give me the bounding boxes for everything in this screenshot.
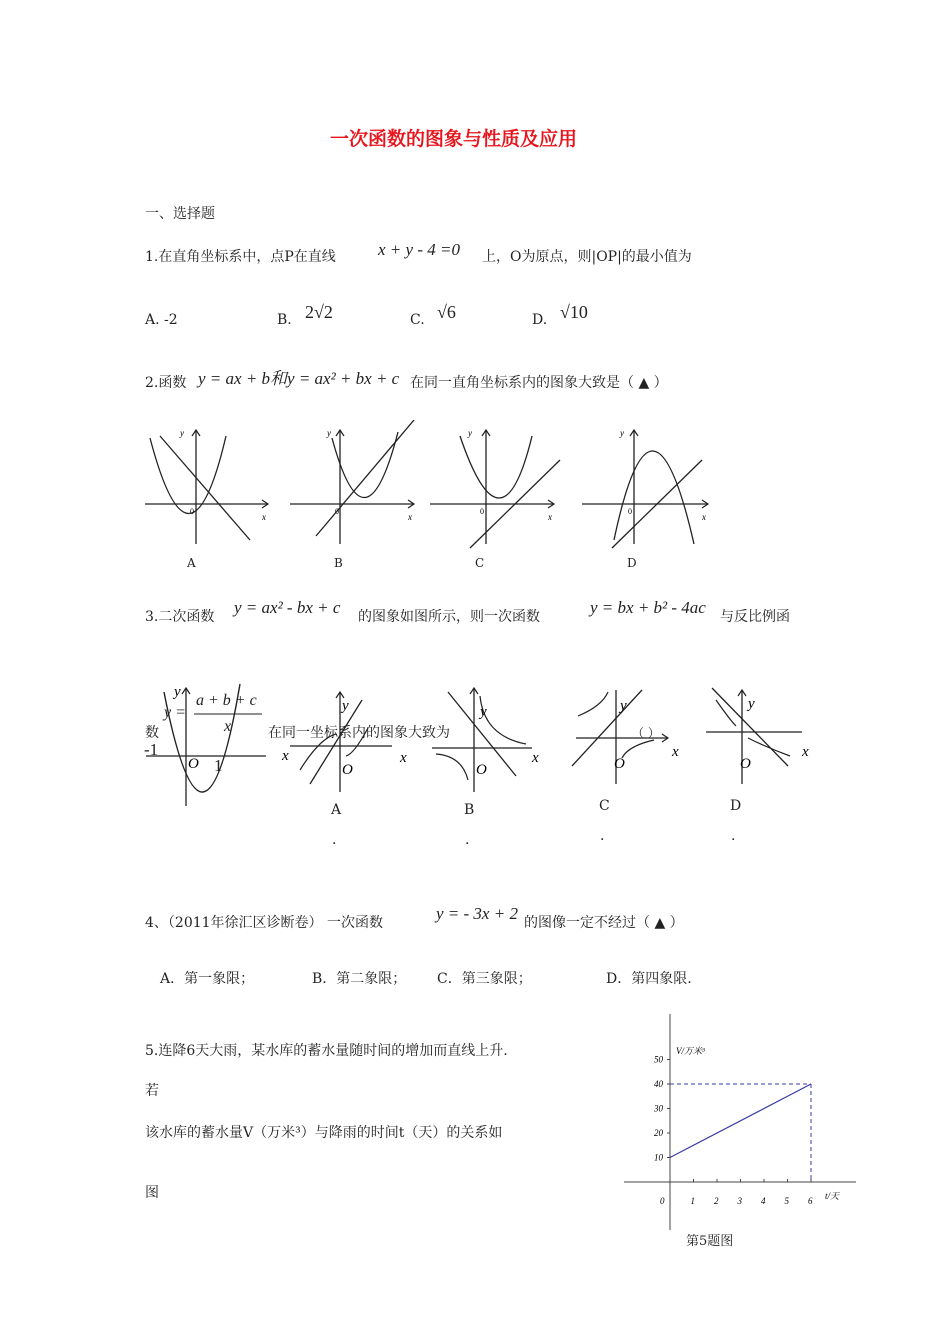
q2-graph-d bbox=[582, 428, 708, 548]
q3-graph-c bbox=[572, 690, 679, 784]
q1-stem-a: 1.在直角坐标系中，点P在直线 bbox=[145, 249, 336, 265]
q4-stem-b: 的图像一定不经过（ ▲ ） bbox=[524, 915, 684, 931]
q3-stem-b: 的图象如图所示，则一次函数 bbox=[358, 609, 540, 625]
section-heading: 一、选择题 bbox=[145, 206, 215, 222]
q1-option-d-value: √10 bbox=[560, 302, 588, 322]
q2-graph-a bbox=[145, 428, 268, 544]
q3-dot-b: . bbox=[465, 832, 470, 848]
data-line bbox=[670, 1084, 811, 1158]
x-tick-label: 4 bbox=[761, 1196, 766, 1206]
y-tick-label: 10 bbox=[654, 1152, 663, 1163]
q4-option-c: C．第三象限； bbox=[437, 971, 532, 987]
svg-text:0: 0 bbox=[480, 507, 484, 516]
x-tick-label: 1 bbox=[690, 1196, 695, 1206]
q4-option-d: D．第四象限. bbox=[606, 971, 692, 987]
q3-label-d: D bbox=[730, 798, 742, 814]
q4-stem-a: 4、（2011年徐汇区诊断卷） 一次函数 bbox=[145, 915, 383, 931]
q4-option-a: A．第一象限； bbox=[160, 971, 255, 987]
q5-line3: 该水库的蓄水量V（万米³）与降雨的时间t（天）的关系如 bbox=[145, 1125, 503, 1141]
q3-label-b: B bbox=[464, 802, 475, 818]
q4-equation: y = - 3x + 2 bbox=[436, 904, 518, 923]
svg-text:y: y bbox=[480, 704, 487, 720]
svg-text:O: O bbox=[188, 756, 199, 772]
q3-stem-a: 3.二次函数 bbox=[145, 609, 215, 625]
q2-label-a: A bbox=[187, 556, 196, 570]
q3-label-c: C bbox=[599, 798, 610, 814]
y-tick-label: 20 bbox=[654, 1128, 663, 1138]
q3-neg-one: -1 bbox=[144, 740, 159, 759]
svg-text:y: y bbox=[327, 428, 331, 438]
x-tick-label: 5 bbox=[784, 1196, 789, 1206]
q3-graph-a bbox=[281, 692, 407, 792]
q2-stem-a: 2.函数 bbox=[145, 375, 187, 391]
q1-option-b-value: 2√2 bbox=[305, 302, 333, 322]
y-tick-label: 40 bbox=[654, 1079, 663, 1089]
q1-option-c: C. bbox=[410, 312, 425, 328]
svg-text:x: x bbox=[282, 748, 289, 764]
x-tick-label: 3 bbox=[737, 1196, 742, 1206]
q5-line4: 图 bbox=[145, 1185, 159, 1201]
q5-caption: 第5题图 bbox=[686, 1234, 734, 1249]
q3-y-equals: y = bbox=[164, 704, 186, 721]
x-axis-label: t/天 bbox=[825, 1191, 840, 1201]
q2-stem-b: 在同一直角坐标系内的图象大致是（ ▲ ） bbox=[410, 375, 668, 391]
svg-text:y: y bbox=[342, 698, 349, 714]
svg-text:O: O bbox=[614, 756, 625, 772]
svg-text:y: y bbox=[620, 698, 627, 714]
q1-option-b: B. bbox=[277, 312, 292, 328]
svg-text:x: x bbox=[702, 512, 706, 522]
q1-option-d: D. bbox=[532, 312, 548, 328]
q2-equation: y = ax + b和y = ax² + bx + c bbox=[198, 369, 400, 388]
x-tick-label: 6 bbox=[808, 1196, 813, 1206]
q1-stem-b: 上，O为原点，则|OP|的最小值为 bbox=[482, 249, 692, 265]
svg-text:0: 0 bbox=[335, 507, 339, 516]
q3-one: 1 bbox=[214, 756, 223, 775]
svg-text:y: y bbox=[748, 696, 755, 712]
svg-text:x: x bbox=[548, 512, 552, 522]
q3-equation1: y = ax² - bx + c bbox=[234, 598, 341, 617]
y-tick-label: 50 bbox=[654, 1054, 663, 1065]
q2-label-c: C bbox=[475, 556, 485, 570]
q5-line-chart bbox=[620, 1010, 860, 1232]
svg-text:O: O bbox=[740, 756, 751, 772]
q3-dot-c: . bbox=[600, 828, 605, 844]
q2-graph-c bbox=[430, 428, 560, 548]
svg-text:x: x bbox=[802, 744, 809, 760]
q3-label-a: A bbox=[331, 802, 342, 818]
svg-text:x: x bbox=[400, 750, 407, 766]
q5-line2: 若 bbox=[145, 1083, 159, 1099]
q3-fraction-denominator: x bbox=[224, 718, 232, 735]
svg-text:O: O bbox=[342, 762, 353, 778]
q3-answer-paren: （ ） bbox=[632, 726, 660, 740]
svg-text:y: y bbox=[468, 428, 472, 438]
svg-text:0: 0 bbox=[190, 507, 194, 516]
y-axis-label: V/万米³ bbox=[676, 1046, 705, 1056]
svg-text:y: y bbox=[174, 684, 181, 700]
q3-stem-e: 在同一坐标系内的图象大致为 bbox=[268, 725, 450, 741]
svg-text:x: x bbox=[262, 512, 266, 522]
svg-text:x: x bbox=[532, 750, 539, 766]
svg-text:y: y bbox=[620, 428, 624, 438]
x-tick-label: 2 bbox=[714, 1196, 719, 1206]
q2-label-b: B bbox=[334, 556, 343, 570]
q5-line1: 5.连降6天大雨，某水库的蓄水量随时间的增加而直线上升. bbox=[145, 1043, 508, 1059]
q2-label-d: D bbox=[627, 556, 637, 570]
q3-equation2: y = bx + b² - 4ac bbox=[590, 598, 706, 617]
q3-dot-d: . bbox=[731, 828, 736, 844]
q1-option-a: A. -2 bbox=[145, 312, 178, 328]
svg-text:x: x bbox=[672, 744, 679, 760]
x-tick-label: 0 bbox=[660, 1196, 665, 1206]
svg-text:x: x bbox=[408, 512, 412, 522]
q2-graphs bbox=[140, 420, 720, 550]
q4-option-b: B．第二象限； bbox=[312, 971, 407, 987]
page-title: 一次函数的图象与性质及应用 bbox=[330, 128, 578, 150]
q3-dot-a: . bbox=[332, 832, 337, 848]
q3-stem-c: 与反比例函 bbox=[720, 609, 790, 625]
q3-fraction-numerator: a + b + c bbox=[196, 692, 257, 709]
q1-option-c-value: √6 bbox=[437, 302, 456, 322]
q3-stem-d: 数 bbox=[145, 725, 159, 741]
q1-equation: x + y - 4 =0 bbox=[378, 240, 460, 259]
q2-graph-b bbox=[290, 420, 414, 544]
q3-graph-d bbox=[706, 688, 809, 784]
svg-text:O: O bbox=[476, 762, 487, 778]
svg-text:0: 0 bbox=[628, 507, 632, 516]
svg-text:y: y bbox=[180, 428, 184, 438]
y-tick-label: 30 bbox=[654, 1103, 663, 1114]
